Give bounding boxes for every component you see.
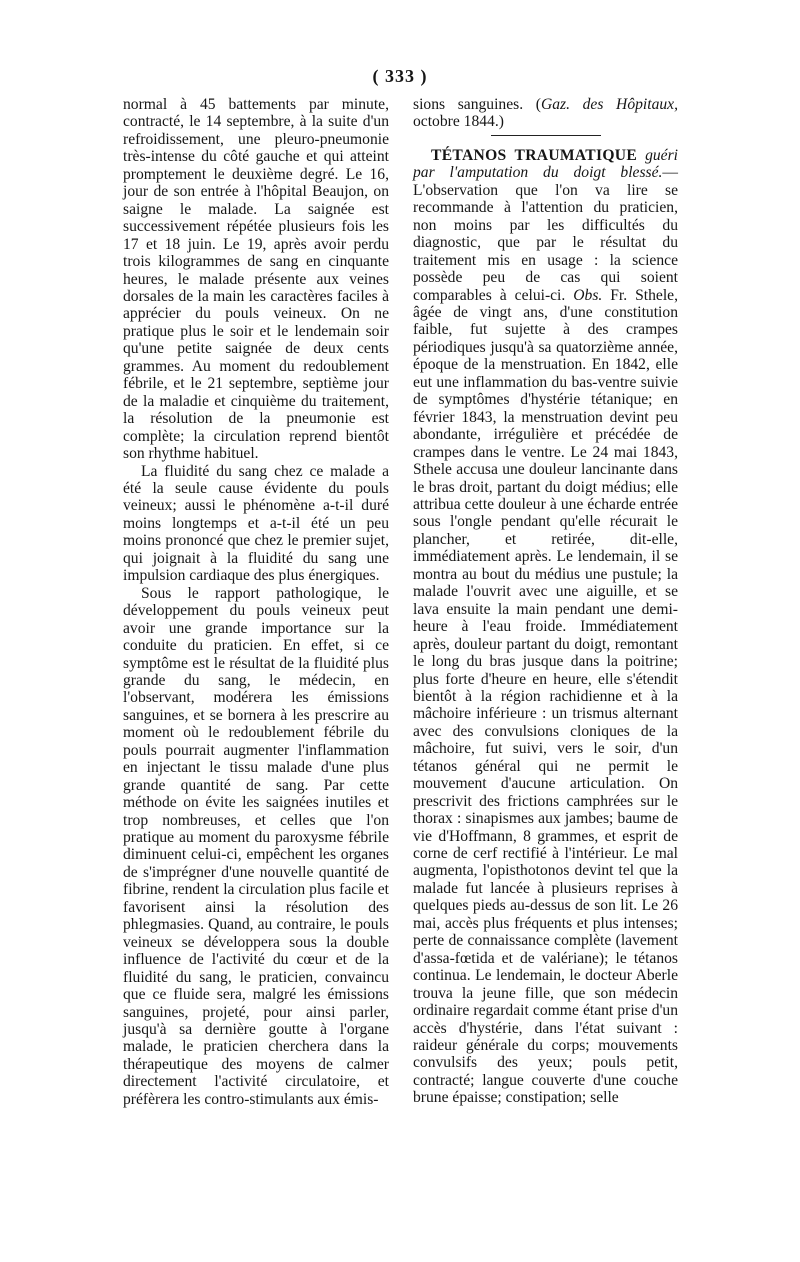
left-column: [123, 96, 389, 1108]
section-divider: [491, 135, 601, 136]
paragraph-observation-body: Fr. Sthele, âgée de vingt ans, d'une constitution faible, fut sujette à des crampes périodiques jusqu'à sa quatorzième année, époque de la menstruation. En 1842, elle eut une inflammation du bas-ventre suivie de symptômes d'hystérie tétanique; en février 1843, la menstruation devint peu abondante, irrégulière et précédée de crampes dans le ventre. Le 24 mai 1843, Sthele accusa une douleur lancinante dans le bras droit, partant du doigt médius; elle attribua cette douleur à une écharde entrée sous l'ongle pendant qu'elle récurait le plancher, et retirée, dit-elle, immédiatement après. Le lendemain, il se montra au bout du médius une pustule; la malade l'ouvrit avec une aiguille, et se lava ensuite la main pendant une demi-heure à l'eau froide. Immédiatement après, douleur partant du doigt, remontant le long du bras jusque dans la poitrine; plus forte d'heure en heure, elle s'étendit bientôt à la région rachidienne et à la mâchoire inférieure : un trismus alternant avec des convulsions cloniques de la mâchoire, fut suivi, vers le soir, d'un tétanos général qui ne permit le mouvement d'aucune articulation. On prescrivit des frictions camphrées sur le thorax : sinapismes aux jambes; baume de vie d'Hoffmann, 8 grammes, et esprit de corne de cerf rectifié à l'intérieur. Le mal augmenta, l'opisthotonos devint tel que la malade fut lancée à plusieurs reprises à quelques pieds au-dessus de son lit. Le 26 mai, accès plus fréquents et plus intenses; perte de connaissance complète (lavement d'assa-fœtida et de valériane); le tétanos continua. Le lendemain, le docteur Aberle trouva la jeune fille, que son médecin ordinaire regardait comme étant prise d'un accès d'hystérie, dans l'état suivant : raideur générale du corps; mouvements convulsifs des yeux; pouls petit, contracté; langue couverte d'une couche brune épaisse; constipation; selle: [413, 286, 678, 1107]
article-heading: [413, 147, 678, 1107]
paragraph-source-citation: [413, 96, 678, 131]
page-number: ( 333 ): [372, 66, 428, 86]
citation-text: sions sanguines. (: [413, 96, 541, 113]
paragraph-pathology: Sous le rapport pathologique, le développement du pouls veineux peut avoir une grande importance sur la conduite du praticien. En effet, si ce symptôme est le résultat de la fluidité plus grande du sang, le médecin, en l'observant, modérera les émissions sanguines, et se bornera à les prescrire au moment où le redoublement fébrile du pouls pourrait augmenter l'inflammation en injectant le tissu malade d'une plus grande quantité de sang. Par cette méthode on évite les saignées inutiles et trop nombreuses, et celles que l'on pratique au moment du paroxysme fébrile diminuent celui-ci, empêchent les organes de s'imprégner d'une nouvelle quantité de fibrine, rendent la circulation plus facile et favorisent ainsi la résolution des phlegmasies. Quand, au contraire, le pouls veineux se développera sous la double influence de l'activité du cœur et de la fluidité du sang, le praticien, convaincu que ce fluide sera, malgré les émissions sanguines, projeté, pour ainsi parler, jusqu'à sa dernière goutte à l'organe malade, le praticien cherchera dans la thérapeutique des moyens de calmer directement l'activité circulatoire, et préfèrera les contro-stimulants aux émis-: [123, 584, 389, 1108]
citation-date: octobre 1844.): [413, 113, 504, 131]
article-dash: —: [662, 164, 678, 182]
paragraph-observation-intro: L'observation que l'on va lire se recommande à l'attention du praticien, non moins par les difficultés du diagnostic, que par le résultat du traitement mis en usage : la science possède peu de cas qui soient comparables à celui-ci.: [413, 181, 678, 304]
article-title: TÉTANOS TRAUMATIQUE: [431, 146, 638, 164]
paragraph-continuation: normal à 45 battements par minute, contracté, le 14 septembre, à la suite d'un refroidissement, une pleuro-pneumonie très-intense du côté gauche et qui atteint promptement le deuxième degré. Le 16, jour de son entrée à l'hôpital Beaujon, on saigne le malade. La saignée est successivement répétée plusieurs fois les 17 et 18 juin. Le 19, après avoir perdu trois kilogrammes de sang en cinquante heures, le malade présente aux veines dorsales de la main les caractères faciles à apprécier du pouls veineux. On ne pratique plus le soir et le lendemain soir qu'une petite saignée de deux cents grammes. Au moment du redoublement fébrile, et le 21 septembre, septième jour de la maladie et cinquième du traitement, la résolution de la pneumonie est complète; la circulation reprend bientôt son rhythme habituel.: [123, 96, 389, 463]
right-column: [413, 96, 678, 1107]
citation-source: Gaz. des Hôpitaux,: [540, 96, 678, 113]
article-subtitle: guéri par l'amputation du doigt blessé.: [413, 146, 678, 182]
paragraph-fluidity: La fluidité du sang chez ce malade a été la seule cause évidente du pouls veineux; aussi le phénomène a-t-il duré moins longtemps et a-t-il été un peu moins prononcé que chez le premier sujet, qui joignait à la fluidité du sang une impulsion cardiaque des plus énergiques.: [123, 462, 389, 585]
obs-label: Obs.: [573, 286, 603, 304]
